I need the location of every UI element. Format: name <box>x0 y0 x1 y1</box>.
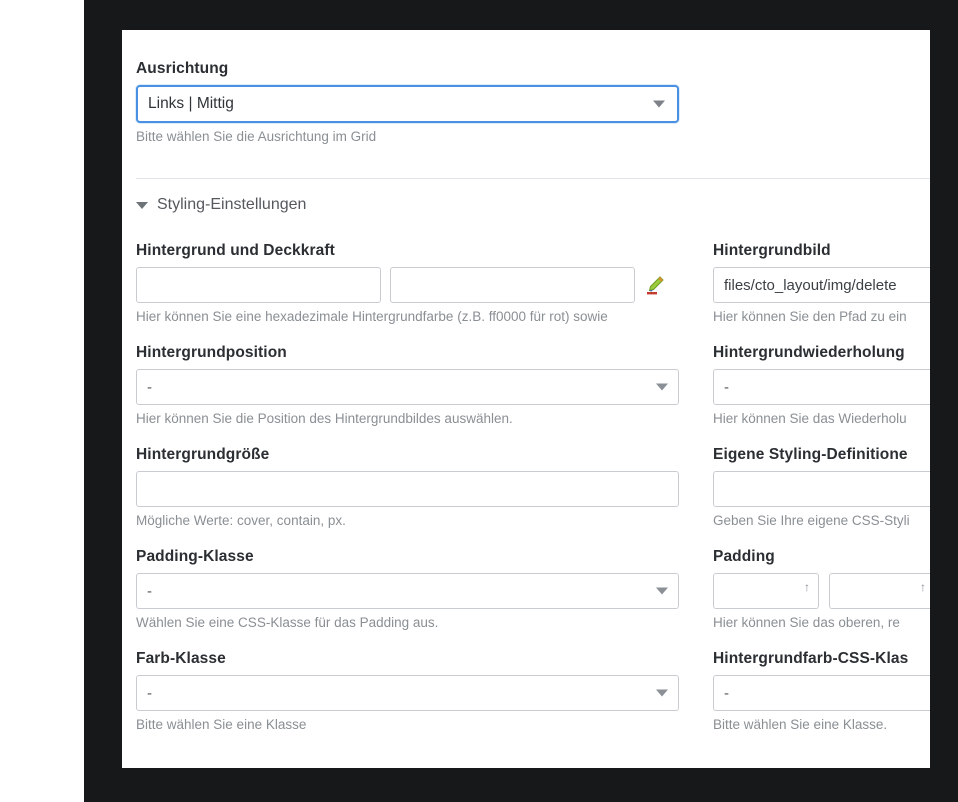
settings-panel-inner <box>122 30 930 768</box>
background-position-select[interactable] <box>136 369 679 405</box>
background-size-input[interactable] <box>136 471 679 507</box>
section-divider <box>136 178 930 179</box>
field-background-image <box>713 242 930 324</box>
field-color-class <box>136 650 679 732</box>
field-padding <box>713 548 930 630</box>
right-column <box>713 242 930 752</box>
background-size-help: Mögliche Werte: cover, contain, px. <box>136 513 346 528</box>
background-repeat-help: Hier können Sie das Wiederholu <box>713 411 907 426</box>
padding-class-value: - <box>147 582 152 600</box>
field-background-opacity <box>136 242 679 324</box>
color-class-label: Farb-Klasse <box>136 650 226 667</box>
field-background-position <box>136 344 679 426</box>
background-opacity-row <box>136 267 679 303</box>
chevron-down-icon <box>656 588 668 595</box>
background-repeat-value: - <box>724 378 729 396</box>
left-column <box>136 242 679 752</box>
padding-label: Padding <box>713 548 775 565</box>
background-color-css-class-label: Hintergrundfarb-CSS-Klas <box>713 650 909 667</box>
background-opacity-help: Hier können Sie eine hexadezimale Hintergrundfarbe (z.B. ff0000 für rot) sowie <box>136 309 608 324</box>
orientation-label: Ausrichtung <box>136 60 229 77</box>
padding-right-stepper[interactable] <box>829 573 930 609</box>
background-image-label: Hintergrundbild <box>713 242 831 259</box>
orientation-field <box>136 60 696 144</box>
background-color-css-class-select[interactable] <box>713 675 930 711</box>
background-opacity-label: Hintergrund und Deckkraft <box>136 242 335 259</box>
field-background-repeat <box>713 344 930 426</box>
field-padding-class <box>136 548 679 630</box>
background-position-value: - <box>147 378 152 396</box>
color-class-value: - <box>147 684 152 702</box>
background-color-input[interactable] <box>136 267 381 303</box>
orientation-help: Bitte wählen Sie die Ausrichtung im Grid <box>136 129 377 144</box>
background-position-help: Hier können Sie die Position des Hintergrundbildes auswählen. <box>136 411 513 426</box>
padding-help: Hier können Sie das oberen, re <box>713 615 900 630</box>
color-picker-icon[interactable] <box>644 274 666 296</box>
color-class-help: Bitte wählen Sie eine Klasse <box>136 717 307 732</box>
chevron-down-icon <box>656 384 668 391</box>
background-image-help: Hier können Sie den Pfad zu ein <box>713 309 907 324</box>
background-repeat-label: Hintergrundwiederholung <box>713 344 905 361</box>
padding-class-help: Wählen Sie eine CSS-Klasse für das Padding aus. <box>136 615 439 630</box>
padding-top-stepper[interactable] <box>713 573 819 609</box>
padding-class-label: Padding-Klasse <box>136 548 254 565</box>
chevron-down-icon <box>653 101 665 108</box>
background-position-label: Hintergrundposition <box>136 344 287 361</box>
orientation-select-value: Links | Mittig <box>148 95 234 112</box>
custom-styling-help: Geben Sie Ihre eigene CSS-Styli <box>713 513 910 528</box>
padding-class-select[interactable] <box>136 573 679 609</box>
custom-styling-input[interactable] <box>713 471 930 507</box>
background-size-label: Hintergrundgröße <box>136 446 270 463</box>
triangle-down-icon <box>136 202 148 209</box>
custom-styling-label: Eigene Styling-Definitione <box>713 446 908 463</box>
styling-section-label: Styling-Einstellungen <box>157 196 307 213</box>
background-opacity-input[interactable] <box>390 267 635 303</box>
padding-inputs-row <box>713 573 930 609</box>
chevron-down-icon <box>656 690 668 697</box>
background-color-css-class-value: - <box>724 684 729 702</box>
arrow-up-icon[interactable]: ↑ <box>920 580 926 594</box>
field-background-size <box>136 446 679 528</box>
field-background-color-css-class <box>713 650 930 732</box>
background-image-input[interactable] <box>713 267 930 303</box>
styling-section-toggle[interactable] <box>136 196 306 214</box>
field-custom-styling <box>713 446 930 528</box>
background-color-css-class-help: Bitte wählen Sie eine Klasse. <box>713 717 888 732</box>
arrow-up-icon[interactable]: ↑ <box>804 580 810 594</box>
background-repeat-select[interactable] <box>713 369 930 405</box>
background-image-value: files/cto_layout/img/delete <box>724 276 897 294</box>
settings-panel <box>122 30 930 768</box>
color-class-select[interactable] <box>136 675 679 711</box>
orientation-select[interactable] <box>136 85 679 123</box>
